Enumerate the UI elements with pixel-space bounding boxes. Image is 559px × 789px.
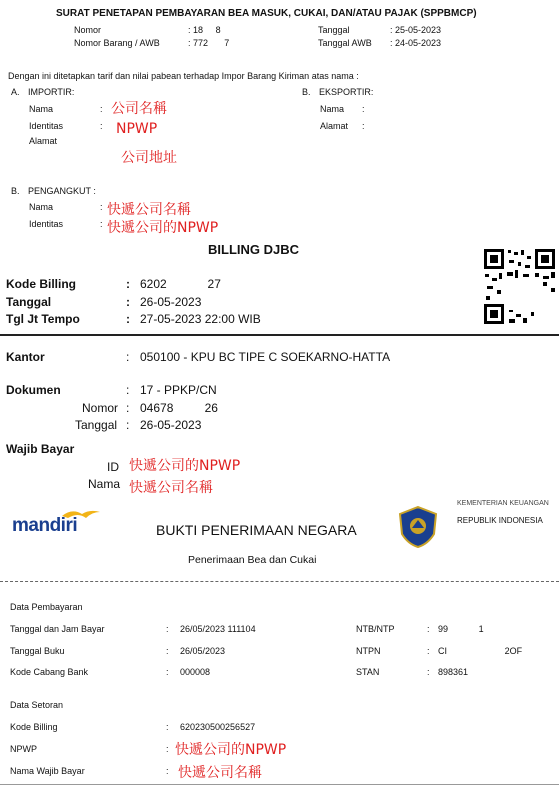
importir-nama-label: Nama <box>29 104 54 114</box>
nama-wp-value: 快遞公司名稱 <box>178 765 262 781</box>
intro-text: Dengan ini ditetapkan tarif dan nilai pabean terhadap Impor Barang Kiriman atas nama : <box>8 71 359 81</box>
dokumen-nomor-colon: : <box>126 401 130 415</box>
stan-label: STAN <box>356 667 380 677</box>
nama-wp-label: Nama Wajib Bayar <box>10 766 85 776</box>
sppbmcp-title: SURAT PENETAPAN PEMBAYARAN BEA MASUK, CUKAI, DAN/ATAU PAJAK (SPPBMCP) <box>56 8 477 19</box>
tgl-jam-value: 26/05/2023 111104 <box>180 624 256 634</box>
pengangkut-identitas-label: Identitas <box>29 219 64 229</box>
billing-tanggal-label: Tanggal <box>6 295 52 309</box>
dokumen-colon: : <box>126 383 130 397</box>
nomor-label: Nomor <box>74 25 102 35</box>
tanggal-label: Tanggal <box>318 25 350 35</box>
kode-billing-value: 6202 27 <box>140 277 221 291</box>
npwp-colon: : <box>166 744 169 754</box>
kode-billing-label: Kode Billing <box>6 277 76 291</box>
receipt-divider <box>0 581 559 583</box>
ntpn-colon: : <box>427 646 430 656</box>
billing-tanggal-value: 26-05-2023 <box>140 295 202 309</box>
stan-colon: : <box>427 667 430 677</box>
wajib-bayar-nama-label: Nama <box>88 477 121 491</box>
importir-letter: A. <box>11 87 20 97</box>
pengangkut-nama-colon: : <box>100 202 103 212</box>
billing-title: BILLING DJBC <box>208 242 299 257</box>
tanggal-awb-value: : 24-05-2023 <box>390 38 442 48</box>
dokumen-value: 17 - PPKP/CN <box>140 383 217 397</box>
tgl-buku-value: 26/05/2023 <box>180 646 226 656</box>
importir-nama-colon: : <box>100 104 103 114</box>
nomor-value: : 18 8 <box>188 25 221 35</box>
kode-cabang-label: Kode Cabang Bank <box>10 667 89 677</box>
eksportir-alamat-label: Alamat <box>320 121 349 131</box>
jt-tempo-value: 27-05-2023 22:00 WIB <box>140 312 261 326</box>
eksportir-heading: EKSPORTIR: <box>319 87 374 97</box>
kode-cabang-value: 000008 <box>180 667 211 677</box>
importir-alamat-label: Alamat <box>29 136 58 146</box>
qr-code-icon <box>483 248 557 326</box>
data-setoran-heading: Data Setoran <box>10 700 64 710</box>
npwp-label: NPWP <box>10 744 37 754</box>
tgl-buku-colon: : <box>166 646 169 656</box>
mandiri-logo-text: mandiri <box>12 515 78 536</box>
receipt-subtitle: Penerimaan Bea dan Cukai <box>188 554 317 566</box>
wajib-bayar-id-label: ID <box>107 460 119 474</box>
nomor-barang-value: : 772 7 <box>188 38 230 48</box>
dokumen-tanggal-label: Tanggal <box>75 418 118 432</box>
receipt-kode-billing-colon: : <box>166 722 169 732</box>
ministry-line2: REPUBLIK INDONESIA <box>457 516 543 525</box>
importir-heading: IMPORTIR: <box>28 87 75 97</box>
wajib-bayar-id-value: 快遞公司的NPWP <box>129 458 241 474</box>
kantor-colon: : <box>126 350 130 364</box>
eksportir-nama-colon: : <box>362 104 365 114</box>
billing-divider <box>0 334 559 336</box>
data-pembayaran-heading: Data Pembayaran <box>10 602 83 612</box>
dokumen-tanggal-value: 26-05-2023 <box>140 418 202 432</box>
dokumen-nomor-value: 04678 26 <box>140 401 218 415</box>
tgl-jam-colon: : <box>166 624 169 634</box>
receipt-bottom-line <box>0 784 559 785</box>
kode-cabang-colon: : <box>166 667 169 677</box>
eksportir-alamat-colon: : <box>362 121 365 131</box>
wajib-bayar-nama-value: 快遞公司名稱 <box>129 480 213 496</box>
nomor-barang-label: Nomor Barang / AWB <box>74 38 160 48</box>
dokumen-tanggal-colon: : <box>126 418 130 432</box>
receipt-kode-billing-label: Kode Billing <box>10 722 58 732</box>
ntpn-value: CI 2OF <box>438 646 523 656</box>
wajib-bayar-label: Wajib Bayar <box>6 442 75 456</box>
ntb-value: 99 1 <box>438 624 484 634</box>
ntb-label: NTB/NTP <box>356 624 395 634</box>
receipt-kode-billing-value: 620230500256527 <box>180 722 256 732</box>
dokumen-nomor-label: Nomor <box>82 401 119 415</box>
ministry-line1: KEMENTERIAN KEUANGAN <box>457 500 549 507</box>
eksportir-nama-label: Nama <box>320 104 345 114</box>
kantor-value: 050100 - KPU BC TIPE C SOEKARNO-HATTA <box>140 350 391 364</box>
pengangkut-nama-value: 快遞公司名稱 <box>107 202 191 218</box>
importir-identitas-value: NPWP <box>116 121 158 137</box>
dokumen-label: Dokumen <box>6 383 61 397</box>
importir-identitas-label: Identitas <box>29 121 64 131</box>
kode-billing-colon: : <box>126 277 130 291</box>
importir-alamat-value: 公司地址 <box>121 150 177 166</box>
importir-nama-value: 公司名稱 <box>111 101 167 117</box>
pengangkut-identitas-value: 快遞公司的NPWP <box>107 220 219 236</box>
ministry-emblem-icon <box>398 506 438 548</box>
pengangkut-letter: B. <box>11 186 20 196</box>
billing-tanggal-colon: : <box>126 295 130 309</box>
stan-value: 898361 <box>438 667 469 677</box>
tanggal-value: : 25-05-2023 <box>390 25 442 35</box>
importir-identitas-colon: : <box>100 121 103 131</box>
kantor-label: Kantor <box>6 350 45 364</box>
ntpn-label: NTPN <box>356 646 381 656</box>
receipt-title: BUKTI PENERIMAAN NEGARA <box>156 522 357 538</box>
tgl-buku-label: Tanggal Buku <box>10 646 65 656</box>
ntb-colon: : <box>427 624 430 634</box>
pengangkut-identitas-colon: : <box>100 219 103 229</box>
eksportir-letter: B. <box>302 87 311 97</box>
npwp-value: 快遞公司的NPWP <box>175 742 287 758</box>
tanggal-awb-label: Tanggal AWB <box>318 38 372 48</box>
pengangkut-heading: PENGANGKUT : <box>28 186 96 196</box>
jt-tempo-label: Tgl Jt Tempo <box>6 312 80 326</box>
jt-tempo-colon: : <box>126 312 130 326</box>
nama-wp-colon: : <box>166 766 169 776</box>
pengangkut-nama-label: Nama <box>29 202 54 212</box>
tgl-jam-label: Tanggal dan Jam Bayar <box>10 624 105 634</box>
